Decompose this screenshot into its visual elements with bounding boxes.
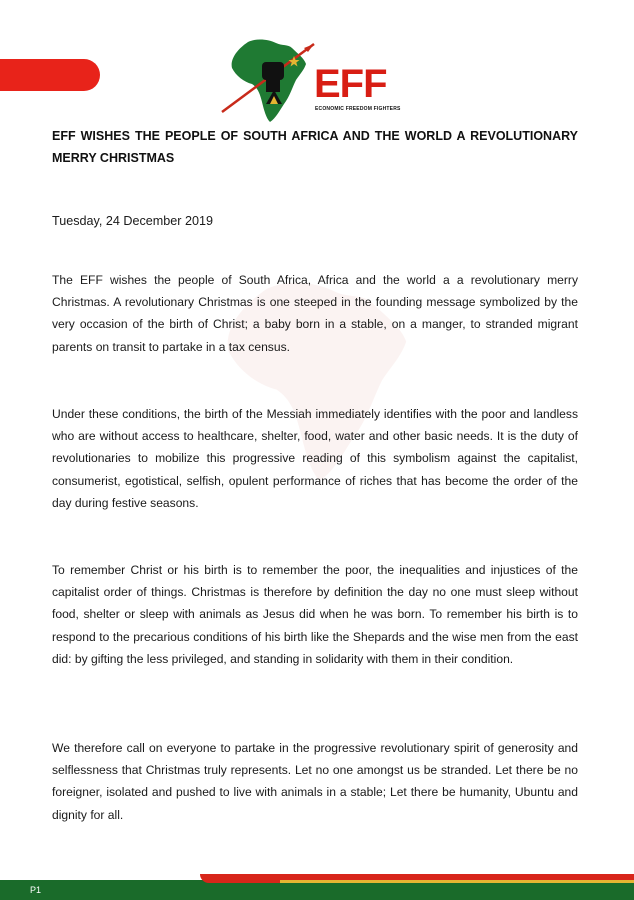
logo-wordmark: EFF (314, 62, 387, 106)
paragraph: The EFF wishes the people of South Africa, Africa and the world a a revolutionary merry Christmas. A revolutionary Christmas is one steeped in the founding message symbolized by the very occasion of the birth of Christ; a baby born in a stable, on a manger, to stranded migrant parents on transit to partake in a tax census. (52, 273, 578, 354)
paragraph: To remember Christ or his birth is to remember the poor, the inequalities and injustices of the capitalist order of things. Christmas is therefore by definition the day no one must sleep without food, shelter or sleep with animals as Jesus did when he was born. To remember his birth is to respond to the precarious conditions of his birth like the Shepards and the wise men from the east did: by gifting the less privileged, and standing in solidarity with them in their condition. (52, 563, 578, 666)
header-red-tab (0, 59, 100, 91)
footer-green-stripe (0, 880, 634, 900)
eff-logo (218, 34, 408, 126)
africa-fist-emblem-icon (218, 34, 318, 126)
document-date: Tuesday, 24 December 2019 (52, 214, 214, 228)
paragraph: We therefore call on everyone to partake in the progressive revolutionary spirit of generosity and selflessness that Christmas truly represents. Let no one amongst us be stranded. Let there be no foreigner, isolated and pushed to live with animals in a stable; Let there be humanity, Ubuntu and dignity for all. (52, 741, 578, 822)
logo-subtitle: ECONOMIC FREEDOM FIGHTERS (315, 106, 401, 112)
page-number: P1 (30, 885, 42, 895)
footer-gold-stripe (280, 880, 634, 883)
footer-band (0, 872, 634, 900)
paragraph: Under these conditions, the birth of the Messiah immediately identifies with the poor and landless who are without access to healthcare, shelter, food, water and other basic needs. It is the duty of revolutionaries to mobilize this progressive reading of this symbolism against the capitalist, consumerist, egotistical, selfish, opulent performance of riches that has become the order of the day during festive seasons. (52, 407, 578, 510)
document-title: EFF WISHES THE PEOPLE OF SOUTH AFRICA AND THE WORLD A REVOLUTIONARY MERRY CHRISTMAS (52, 129, 578, 165)
